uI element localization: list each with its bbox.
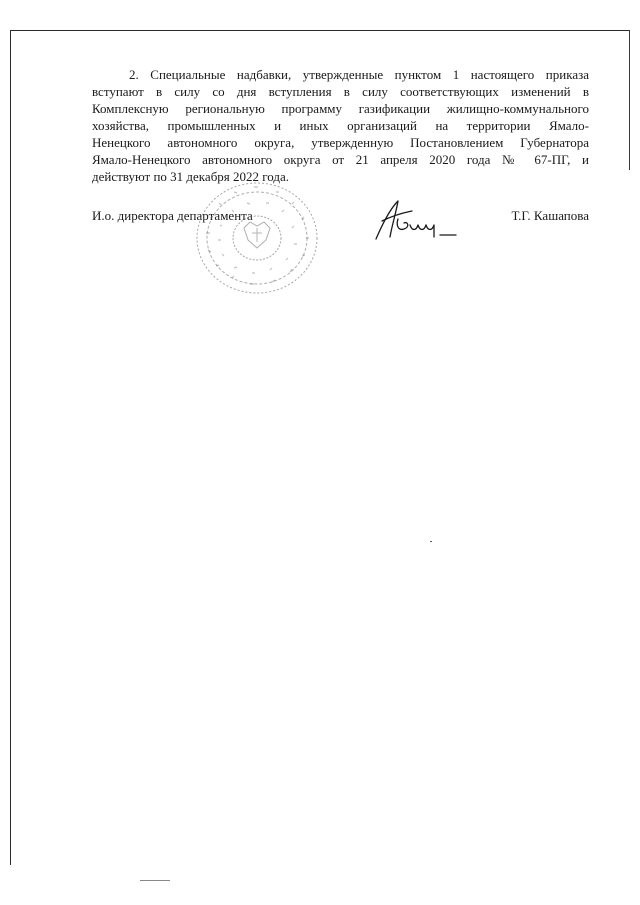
signature-block bbox=[92, 208, 589, 228]
signatory-position: И.о. директора департамента bbox=[92, 208, 253, 223]
scan-edge-top bbox=[10, 30, 630, 31]
paragraph-line: вступают в силу со дня вступления в силу соответствующих изменений в bbox=[92, 84, 589, 99]
paragraph-line: Комплексную региональную программу газификации жилищно-коммунального bbox=[92, 101, 589, 116]
scan-speck bbox=[430, 541, 432, 542]
signatory-name: Т.Г. Кашапова bbox=[511, 208, 589, 223]
paragraph-line: 2. Специальные надбавки, утвержденные пунктом 1 настоящего приказа bbox=[129, 67, 589, 82]
paragraph-2 bbox=[92, 66, 589, 185]
paragraph-line: действуют по 31 декабря 2022 года. bbox=[92, 169, 290, 184]
paragraph-line: Ненецкого автономного округа, утвержденную Постановлением Губернатора bbox=[92, 135, 589, 150]
scan-edge-right bbox=[629, 30, 630, 170]
paragraph-line: хозяйства, промышленных и иных организаций на территории Ямало- bbox=[92, 118, 589, 133]
official-seal-icon bbox=[192, 178, 322, 298]
paragraph-line: Ямало-Ненецкого автономного округа от 21 апреля 2020 года № 67-ПГ, и bbox=[92, 152, 589, 167]
scan-speck bbox=[140, 880, 170, 881]
scan-edge-left bbox=[10, 30, 11, 865]
handwritten-signature-icon bbox=[368, 195, 468, 245]
